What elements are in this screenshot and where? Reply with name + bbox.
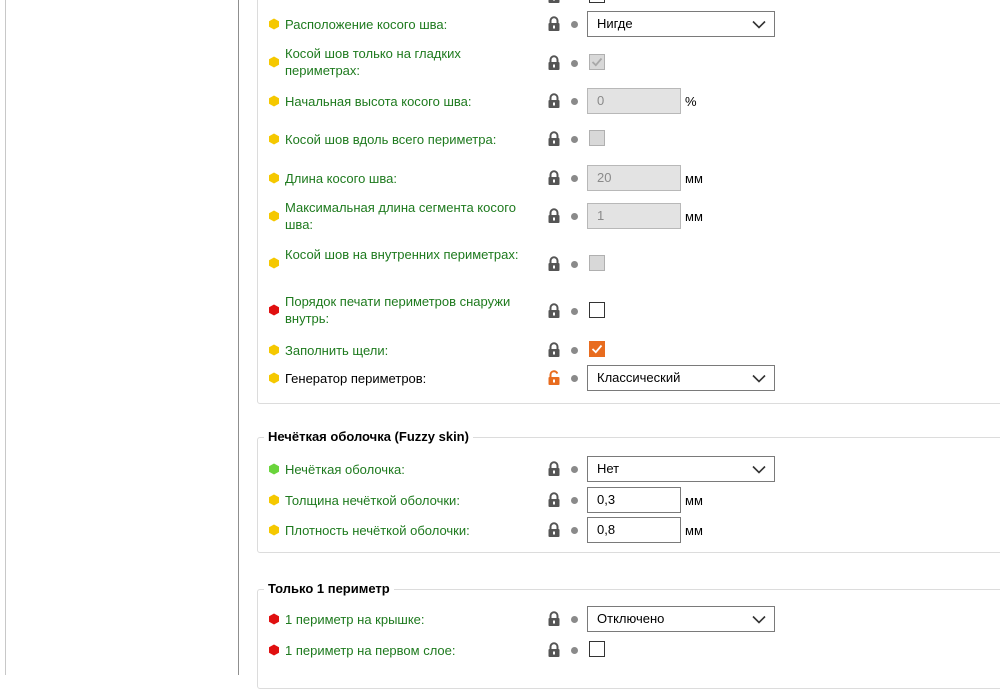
yellow-hex-icon — [268, 524, 280, 536]
lock-icon[interactable] — [546, 170, 562, 186]
row-seam-position — [268, 10, 1000, 38]
seam-length-input[interactable]: 20 — [587, 165, 681, 191]
unit-label: мм — [685, 523, 703, 538]
fuzzy-thickness-input[interactable]: 0,3 — [587, 487, 681, 513]
fuzzy-skin-value: Нет — [597, 461, 620, 476]
fuzzy-skin-label: Нечёткая оболочка: — [285, 462, 405, 477]
default-dot-icon[interactable] — [571, 308, 578, 315]
yellow-hex-icon — [268, 210, 280, 222]
default-dot-icon[interactable] — [571, 347, 578, 354]
fuzzy-skin-select[interactable] — [587, 456, 775, 482]
yellow-hex-icon — [268, 133, 280, 145]
first-layer-one-perimeter-label: 1 периметр на первом слое: — [285, 643, 456, 658]
chevron-down-icon — [752, 20, 766, 29]
outer-inner-order-label: Порядок печати периметров снаружи внутрь: — [285, 294, 511, 326]
top-one-perimeter-select[interactable] — [587, 606, 775, 632]
yellow-hex-icon — [268, 18, 280, 30]
seam-position-select[interactable] — [587, 11, 775, 37]
lock-icon[interactable] — [546, 303, 562, 319]
unit-label: мм — [685, 171, 703, 186]
fuzzy-group-title: Нечёткая оболочка (Fuzzy skin) — [264, 429, 473, 445]
top-one-perimeter-value: Отключено — [597, 611, 665, 626]
seam-whole-perimeter-checkbox[interactable] — [589, 130, 605, 146]
default-dot-icon[interactable] — [571, 616, 578, 623]
yellow-hex-icon — [268, 95, 280, 107]
seam-max-segment-input[interactable]: 1 — [587, 203, 681, 229]
clipped-row-checkbox[interactable] — [589, 0, 605, 3]
seam-inner-label: Косой шов на внутренних периметрах: — [285, 247, 519, 262]
lock-icon[interactable] — [546, 342, 562, 358]
yellow-hex-icon — [268, 494, 280, 506]
lock-icon[interactable] — [546, 208, 562, 224]
row-seam-smooth-only — [268, 45, 1000, 81]
row-fuzzy-density — [268, 516, 1000, 544]
one-perimeter-group-title: Только 1 периметр — [264, 581, 394, 597]
default-dot-icon[interactable] — [571, 175, 578, 182]
checkmark-icon — [590, 55, 604, 69]
seam-length-label: Длина косого шва: — [285, 171, 397, 186]
yellow-hex-icon — [268, 372, 280, 384]
lock-icon[interactable] — [546, 16, 562, 32]
seam-position-label: Расположение косого шва: — [285, 17, 448, 32]
unit-label: мм — [685, 493, 703, 508]
default-dot-icon[interactable] — [571, 375, 578, 382]
seam-smooth-only-checkbox[interactable] — [589, 54, 605, 70]
perimeter-generator-label: Генератор периметров: — [285, 371, 427, 386]
top-one-perimeter-label: 1 периметр на крышке: — [285, 612, 425, 627]
row-fuzzy-thickness — [268, 486, 1000, 514]
seam-position-value: Нигде — [597, 16, 633, 31]
yellow-hex-icon — [268, 257, 280, 269]
row-perimeter-generator — [268, 364, 1000, 392]
row-seam-inner — [268, 246, 1000, 282]
lock-icon[interactable] — [546, 256, 562, 272]
lock-open-icon[interactable] — [546, 370, 562, 386]
row-seam-start-height — [268, 87, 1000, 115]
fuzzy-density-input[interactable]: 0,8 — [587, 517, 681, 543]
sidebar-divider — [238, 0, 239, 675]
clipped-row-lock — [546, 0, 562, 2]
lock-icon[interactable] — [546, 55, 562, 71]
gap-fill-checkbox[interactable] — [589, 341, 605, 357]
seam-start-height-label: Начальная высота косого шва: — [285, 94, 472, 109]
default-dot-icon[interactable] — [571, 497, 578, 504]
seam-whole-perimeter-label: Косой шов вдоль всего периметра: — [285, 132, 497, 147]
default-dot-icon[interactable] — [571, 261, 578, 268]
lock-icon[interactable] — [546, 522, 562, 538]
first-layer-one-perimeter-checkbox[interactable] — [589, 641, 605, 657]
outer-inner-order-checkbox[interactable] — [589, 302, 605, 318]
red-hex-icon — [268, 613, 280, 625]
seam-smooth-only-label: Косой шов только на гладких периметрах: — [285, 46, 461, 78]
checkmark-icon — [590, 342, 604, 356]
seam-inner-checkbox[interactable] — [589, 255, 605, 271]
seam-max-segment-label: Максимальная длина сегмента косого шва: — [285, 200, 516, 232]
fuzzy-density-label: Плотность нечёткой оболочки: — [285, 523, 470, 538]
chevron-down-icon — [752, 465, 766, 474]
yellow-hex-icon — [268, 172, 280, 184]
unit-label: мм — [685, 209, 703, 224]
default-dot-icon[interactable] — [571, 213, 578, 220]
lock-icon[interactable] — [546, 93, 562, 109]
row-seam-whole-perimeter — [268, 125, 1000, 153]
lock-icon[interactable] — [546, 492, 562, 508]
perimeter-generator-value: Классический — [597, 370, 681, 385]
unit-label: % — [685, 94, 697, 109]
default-dot-icon[interactable] — [571, 527, 578, 534]
default-dot-icon[interactable] — [571, 98, 578, 105]
fuzzy-thickness-label: Толщина нечёткой оболочки: — [285, 493, 460, 508]
row-seam-length — [268, 164, 1000, 192]
window-left-border — [5, 0, 6, 675]
default-dot-icon[interactable] — [571, 647, 578, 654]
default-dot-icon[interactable] — [571, 466, 578, 473]
seam-start-height-input[interactable]: 0 — [587, 88, 681, 114]
row-top-one-perimeter — [268, 605, 1000, 633]
row-gap-fill — [268, 336, 1000, 364]
green-hex-icon — [268, 463, 280, 475]
default-dot-icon[interactable] — [571, 136, 578, 143]
row-outer-inner-order — [268, 293, 1000, 329]
row-first-layer-one-perimeter — [268, 636, 1000, 664]
lock-icon[interactable] — [546, 642, 562, 658]
lock-icon[interactable] — [546, 461, 562, 477]
gap-fill-label: Заполнить щели: — [285, 343, 389, 358]
chevron-down-icon — [752, 615, 766, 624]
yellow-hex-icon — [268, 344, 280, 356]
row-fuzzy-skin — [268, 455, 1000, 483]
red-hex-icon — [268, 304, 280, 316]
yellow-hex-icon — [268, 56, 280, 68]
row-seam-max-segment — [268, 199, 1000, 235]
default-dot-icon[interactable] — [571, 60, 578, 67]
default-dot-icon[interactable] — [571, 21, 578, 28]
lock-icon[interactable] — [546, 611, 562, 627]
lock-icon[interactable] — [546, 131, 562, 147]
perimeter-generator-select[interactable] — [587, 365, 775, 391]
chevron-down-icon — [752, 374, 766, 383]
red-hex-icon — [268, 644, 280, 656]
